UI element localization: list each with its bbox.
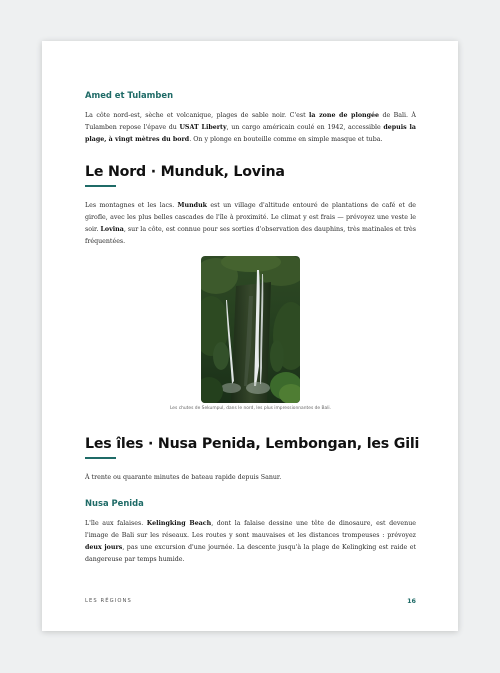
penida-paragraph: L'île aux falaises. Kelingking Beach, dont la falaise dessine une tête de dinosaure, est devenue l'image de Bali sur les réseaux. Les routes y sont mauvaises et les distances trompeuses : prévoyez deux jours, pas une excursion d'une journée. La descente jusqu'à la plage de Kelingking est raide et dangereuse par temps humide. xyxy=(85,520,417,563)
page-number: 16 xyxy=(407,597,416,605)
amed-heading: Amed et Tulamben xyxy=(85,90,174,100)
penida-heading: Nusa Penida xyxy=(85,498,144,508)
iles-paragraph: À trente ou quarante minutes de bateau rapide depuis Sanur. xyxy=(85,474,282,481)
nord-heading: Le Nord · Munduk, Lovina xyxy=(85,164,285,180)
waterfall-photo xyxy=(201,256,300,403)
amed-paragraph: La côte nord-est, sèche et volcanique, plages de sable noir. C'est la zone de plongée de Bali. À Tulamben repose l'épave du USAT Liberty, un cargo américain coulé en 1942, accessible depuis la plage, à vingt mètres du bord. On y plonge en bouteille comme en simple masque et tuba. xyxy=(85,112,416,143)
nord-heading-rule xyxy=(85,185,116,187)
photo-caption: Les chutes de Sekumpul, dans le nord, les plus impressionnantes de Bali. xyxy=(169,406,332,411)
nord-paragraph: Les montagnes et les lacs. Munduk est un village d'altitude entouré de plantations de café et de girofle, avec les plus belles cascades de l'île à proximité. Le climat y est frais — prévoyez une veste le soir. Lovina, sur la côte, est connue pour ses sorties d'observation des dauphins, très matinales et très fréquentées. xyxy=(85,202,417,245)
iles-heading-rule xyxy=(85,457,116,459)
iles-heading: Les îles · Nusa Penida, Lembongan, les Gili xyxy=(85,436,420,452)
book-page xyxy=(42,41,458,631)
footer-section-label: LES RÉGIONS xyxy=(85,598,132,604)
